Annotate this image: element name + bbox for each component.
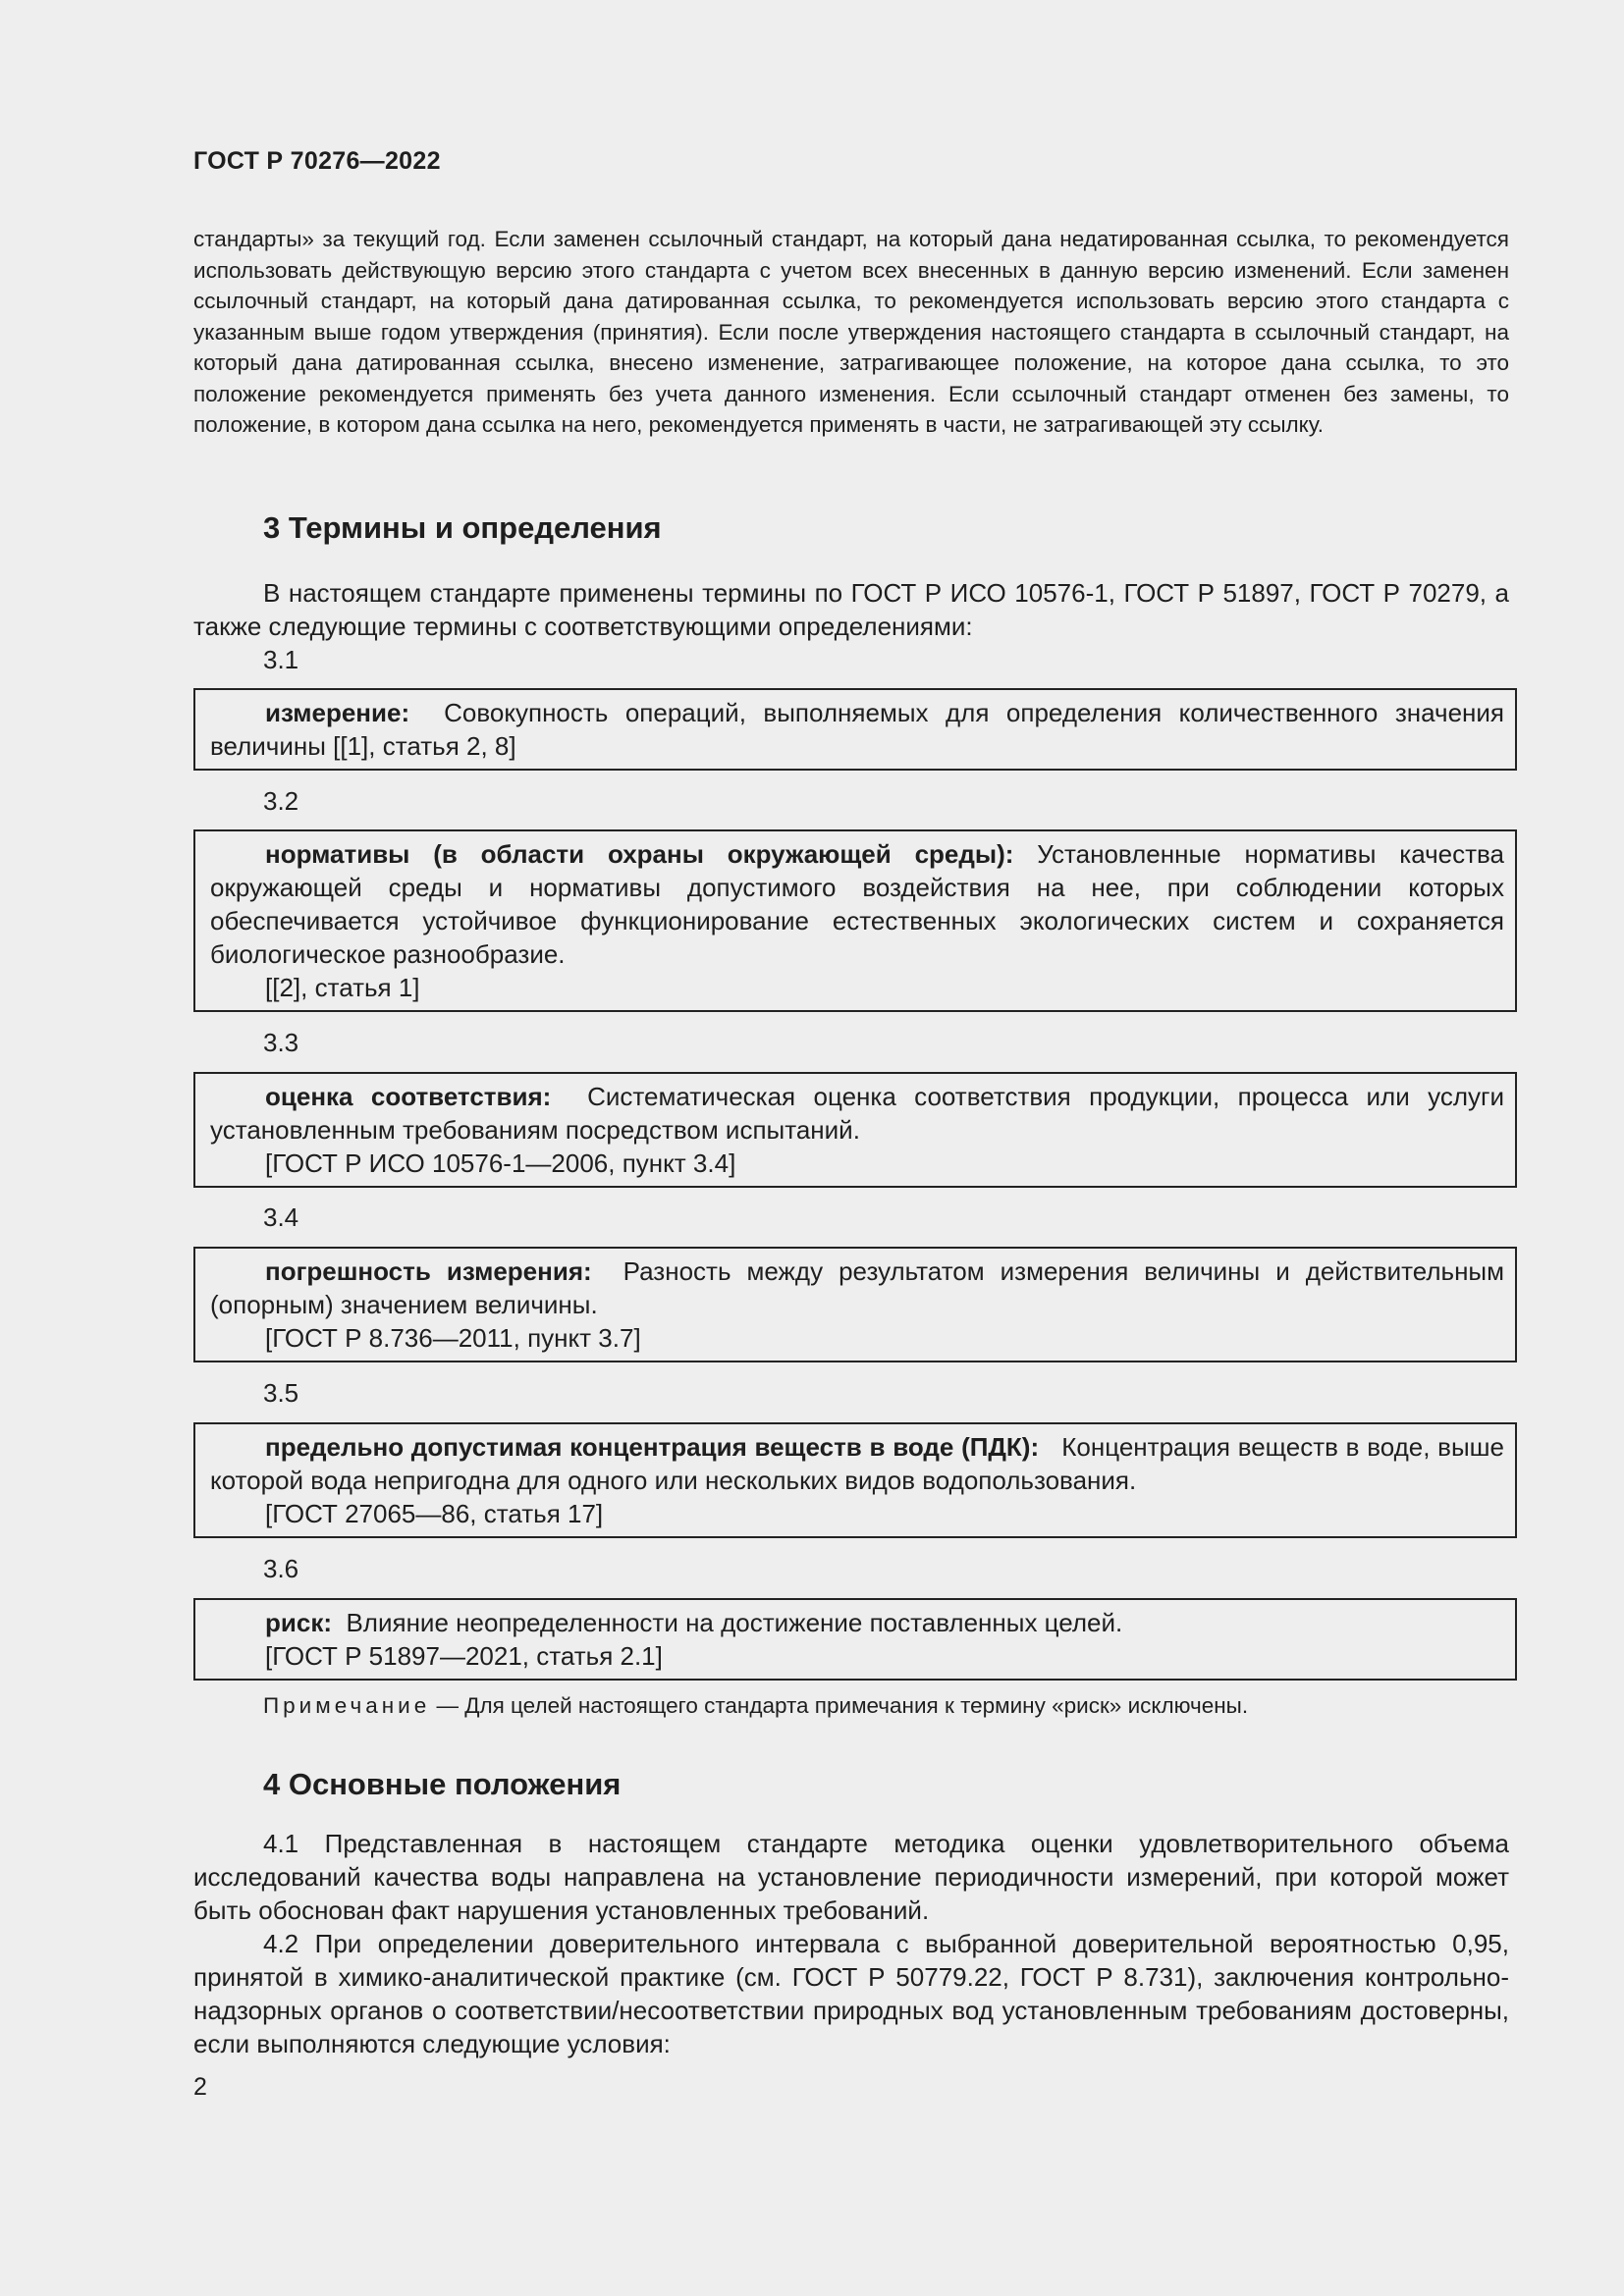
page-number: 2 <box>193 2073 207 2101</box>
term-definition-text: Разность между результатом измерения величины и действительным (опорным) значением величины. <box>210 1256 1504 1319</box>
term-definition-text: Установленные нормативы качества окружающей среды и нормативы допустимого воздействия на нее, при соблюдении которых обеспечивается устойчивое функционирование естественных экологических систем и сохраняется биологическое разнообразие. <box>210 839 1504 969</box>
term-number: 3.1 <box>263 645 299 674</box>
term-definition-text: Систематическая оценка соответствия продукции, процесса или услуги установленным требованиям посредством испытаний. <box>210 1082 1504 1145</box>
term-definition-text: Совокупность операций, выполняемых для определения количественного значения величины [[1], статья 2, 8] <box>210 698 1504 761</box>
term-box <box>193 829 1517 1012</box>
section-4-p2-text: 4.2 При определении доверительного интервала с выбранной доверительной вероятностью 0,95, принятой в химико-аналитической практике (см. ГОСТ Р 50779.22, ГОСТ Р 8.731), заключения контрольно-надзорных органов о соответствии/несоответствии природных вод установленным требованиям достоверны, если выполняются следующие условия: <box>193 1929 1509 2058</box>
section-3-intro <box>193 576 1509 643</box>
term-name: погрешность измерения: <box>265 1256 592 1286</box>
section-4-p1-text: 4.1 Представленная в настоящем стандарте методика оценки удовлетворительного объема исследований качества воды направлена на установление периодичности измерений, при которой может быть обоснован факт нарушения установленных требований. <box>193 1829 1509 1925</box>
term-number: 3.3 <box>263 1028 299 1057</box>
term-number: 3.6 <box>263 1554 299 1583</box>
term-number: 3.2 <box>263 786 299 816</box>
term-definition <box>210 696 1504 763</box>
term-box <box>193 1422 1517 1538</box>
document-header: ГОСТ Р 70276—2022 <box>193 147 441 175</box>
section-3-intro-text: В настоящем стандарте применены термины по ГОСТ Р ИСО 10576-1, ГОСТ Р 51897, ГОСТ Р 70279, а также следующие термины с соответствующими определениями: <box>193 578 1509 641</box>
term-definition <box>210 1430 1504 1497</box>
term-source: [[2], статья 1] <box>265 973 420 1002</box>
term-definition <box>210 1255 1504 1321</box>
term-box <box>193 1247 1517 1362</box>
term-box <box>193 1072 1517 1188</box>
note-label: Примечание <box>263 1693 431 1718</box>
note <box>263 1691 1248 1721</box>
term-number: 3.4 <box>263 1202 299 1232</box>
section-4-paragraph-1 <box>193 1827 1509 1927</box>
term-number: 3.5 <box>263 1378 299 1408</box>
term-definition-text: Влияние неопределенности на достижение поставленных целей. <box>346 1608 1123 1637</box>
term-name: предельно допустимая концентрация веществ в воде (ПДК): <box>265 1432 1040 1462</box>
term-box <box>193 688 1517 771</box>
term-source: [ГОСТ Р 51897—2021, статья 2.1] <box>265 1641 663 1671</box>
term-source: [ГОСТ 27065—86, статья 17] <box>265 1499 604 1528</box>
term-name: риск: <box>265 1608 332 1637</box>
term-name: измерение: <box>265 698 410 727</box>
note-text: — Для целей настоящего стандарта примечания к термину «риск» исключены. <box>430 1693 1249 1718</box>
term-name: нормативы (в области охраны окружающей среды): <box>265 839 1014 869</box>
section-4-paragraph-2 <box>193 1927 1509 2060</box>
term-definition <box>210 1080 1504 1147</box>
term-source: [ГОСТ Р ИСО 10576-1—2006, пункт 3.4] <box>265 1148 736 1178</box>
term-source: [ГОСТ Р 8.736—2011, пункт 3.7] <box>265 1323 641 1353</box>
section-4-title: 4 Основные положения <box>263 1767 622 1801</box>
term-box <box>193 1598 1517 1681</box>
term-name: оценка соответствия: <box>265 1082 552 1111</box>
term-definition-text: Концентрация веществ в воде, выше которой вода непригодна для одного или нескольких видов водопользования. <box>210 1432 1505 1495</box>
term-definition <box>210 1606 1504 1639</box>
section-3-title: 3 Термины и определения <box>263 510 662 545</box>
term-definition <box>210 837 1504 971</box>
intro-paragraph: стандарты» за текущий год. Если заменен ссылочный стандарт, на который дана недатированная ссылка, то рекомендуется использовать действующую версию этого стандарта с учетом всех внесенных в данную версию изменений. Если заменен ссылочный стандарт, на который дана датированная ссылка, то рекомендуется использовать версию этого стандарта с указанным выше годом утверждения (принятия). Если после утверждения настоящего стандарта в ссылочный стандарт, на который дана датированная ссылка, внесено изменение, затрагивающее положение, на которое дана ссылка, то это положение рекомендуется применять без учета данного изменения. Если ссылочный стандарт отменен без замены, то положение, в котором дана ссылка на него, рекомендуется применять в части, не затрагивающей эту ссылку. <box>193 227 1509 437</box>
